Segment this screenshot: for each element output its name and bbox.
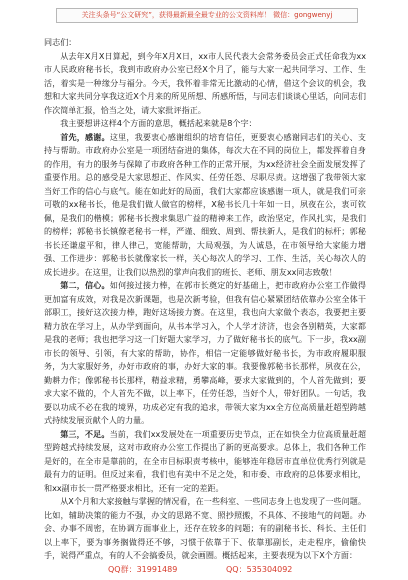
paragraph: [44, 50, 366, 118]
section-lead: 首先，感谢。: [60, 131, 110, 142]
paragraph: [44, 131, 366, 280]
paragraph-text: 如何接过接力棒，在郭市长奠定的好基础上，把市政府办公室工作做得更加富有成效，对我是次新课题，也是次新考验，但我有信心紧紧团结依靠办公室全体干部职工，接好这次接力棒，跑好这场接力赛。在这里，我也向大家做个表态，我要把主要精力放在学习上，从办学到面向，从书本学习入，个人学才济济，也会各别精英，大家都是我的老师；我也把学习这一门好题大家学习，力了做好秘书长的底气。下一步，我xx副市长的领导、引领，有大家的帮助，协作，相信一定能够做好秘书长，为市政府履职服务，为大家服好务，办好市政府的事，办好大家的事。我要像郭秘书长那样，夙夜在公，勤耕力作；像郭秘书长那样，精益求精，勇攀高峰，要求大家做到的，个人首先做到；要求大家不做的，个人首先不做，以上率下，任劳任怨，当好个人，带好团队。一句话，我要以功成不必在我的境界，功成必定有我的追求，带领大家为xx全方位高质量赶超型跨越式持续发展贡献个人的力量。: [44, 280, 366, 425]
paragraph: [44, 279, 366, 428]
section-lead: 第三，不足。: [60, 428, 110, 439]
speech-body: [44, 36, 366, 563]
paragraph-list: [44, 50, 366, 563]
promo-banner: 关注头条号“公文研究”，获得最新最全最专业的公文资料库！ 微信：gongwenyj: [56, 8, 358, 23]
paragraph: [44, 495, 366, 563]
paragraph-text: 当前，我们xx发展处在一项重要历史节点，正在如快全力位高质量赶超型跨越式持续发展，这对市政府办公室工作提出了新的更高要求。总体上，我们各种工作是好的，在全市是靠前的，在全市目标职责考核中，能够连年稳居市直单位优秀行列就是最有力的证明。但反过来看，我们也有美中不足之处，和市委、市政府的总体要求相比，和xx副市长一贯严格要求相比，还有一定的差距。: [44, 428, 366, 493]
paragraph-text: 这里，我要衷心感谢组织的培育信任，更要衷心感谢同志们的关心、支持与帮助。市政府办公室是一项团结奋进的集体，每次大在不同的岗位上，都发挥着自身的作用，有力的服务与保障了市政府各种工作的正常开展，为xx经济社会全面发展发挥了重要作用。总的感受是大家思想正、作风实、任劳任怨、尽职尽责。这增强了我带领大家当好工作的信心与底气。能在如此好的局面，我们大家都应该感谢一项人，就是我们可亲可敬的xx秘书长，他是我们做人做官的榜样，X秘书长几十年如一日，夙夜在公，衷可钦佩，是我们的楷模；郭秘书长搜求集思广益的精神来工作，政治坚定，作风扎实，是我们的榜样；郭秘书长镇僚老秘书一样，严谨、细致、周到、帮扶新人，是我们的标杆；郭秘书长还谦虚平和，律人律己，宽能帮助，大局观强，为人诚恳，在市领导给大家能力增强、工作进步：郭秘书长就像家长一样，关心每次人的学习、工作、生活，关心每次人的成长进步。在这里，让我们以热烈的掌声向我们的班长、老师、朋友xx同志致敬！: [44, 131, 366, 277]
contact-footer: [0, 563, 408, 576]
section-lead: 第二，信心。: [60, 280, 110, 290]
qq-group-text: QQ群：31991489: [108, 565, 178, 574]
paragraph: [44, 117, 366, 131]
qq-number-text: QQ：535304092: [226, 565, 293, 574]
greeting: 同志们：: [44, 37, 77, 47]
paragraph-text: 从X个月和大家接触与掌握的情况看，在一些科室、一些同志身上也发现了一些问题。比如，辅助决策的能力不强，办文的思路不宽、照抄照搬，不具体、不接地气的问题。办会、办事不周密，在协调方面事业上，还存在较多的问题；有的副秘书长、科长、主任们以上率下，要为事务搁做得还不够，习惯于依靠于下、依靠那副长，走走程序，偷偷快手，说得严重点，有的人不会搞委员，就会画圈。概括起来，主要表现为以下X个方面：: [44, 496, 366, 560]
paragraph-text: 我主要想讲这样4个方面的意思，概括起来就是8个字：: [60, 118, 257, 128]
paragraph: [44, 428, 366, 496]
paragraph-text: 从去年X月X日算起，到今年X月X日，xx市人民代表大会常务委员会正式任命我为xx市人民政府秘书长，我到市政府办公室已经X个月了，能与大家一起共同学习、工作、生活，着实是一种缘分与福分。今天，我怀着非常无比激动的心情，借这个会议的机会，我想和大家共同分享我这近X个月来的所见所想、所感所悟，与同志们谈谈心里话，向同志们作次简单汇报，恰当之处，请大家批评指正。: [44, 50, 366, 115]
